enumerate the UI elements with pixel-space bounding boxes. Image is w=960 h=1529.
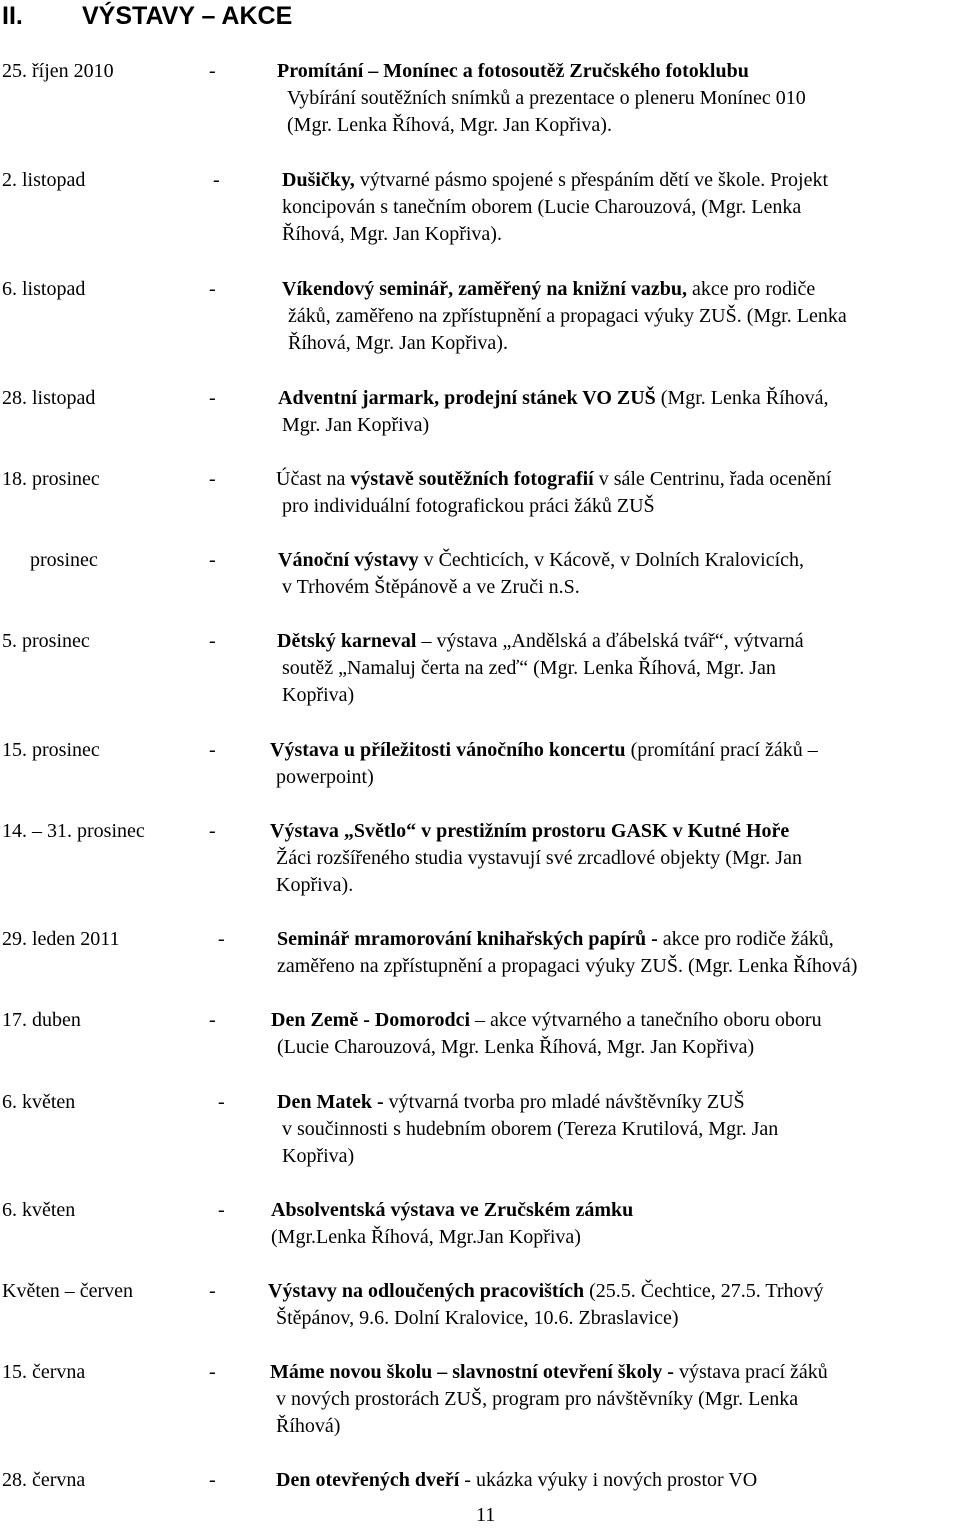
event-detail-text: Účast na: [276, 468, 351, 490]
event-detail-text: (Lucie Charouzová, Mgr. Lenka Říhová, Mgr. Jan Kopřiva): [277, 1036, 755, 1058]
event-description-line: [287, 85, 806, 112]
event-date: prosinec: [30, 549, 98, 571]
event-detail-text: (Mgr.Lenka Říhová, Mgr.Jan Kopřiva): [271, 1226, 581, 1248]
event-description-line: [277, 926, 834, 953]
event-description-line: [271, 1224, 581, 1251]
event-detail-text: Štěpánov, 9.6. Dolní Kralovice, 10.6. Zbraslavice): [276, 1307, 679, 1329]
event-dash: -: [209, 820, 216, 842]
event-date: 28. listopad: [2, 387, 96, 409]
event-title-text: Den otevřených dveří: [276, 1469, 460, 1491]
event-date: 18. prosinec: [2, 468, 100, 490]
event-dash: -: [209, 1280, 216, 1302]
event-detail-text: pro individuální fotografickou práci žáků ZUŠ: [282, 495, 655, 517]
event-description-line: [270, 818, 789, 845]
section-heading: [2, 0, 292, 34]
event-detail-text: Říhová, Mgr. Jan Kopřiva).: [282, 223, 502, 245]
event-title-text: Dětský karneval: [277, 630, 417, 652]
event-description-line: [276, 1413, 340, 1440]
event-detail-text: koncipován s tanečním oborem (Lucie Charouzová, (Mgr. Lenka: [282, 196, 802, 218]
event-date: 15. června: [2, 1361, 86, 1383]
event-dash: -: [209, 468, 216, 490]
event-description-line: [277, 1034, 754, 1061]
event-detail-text: v Trhovém Štěpánově a ve Zruči n.S.: [282, 576, 580, 598]
event-detail-text: v nových prostorách ZUŠ, program pro návštěvníky (Mgr. Lenka: [276, 1388, 799, 1410]
event-detail-text: Mgr. Jan Kopřiva): [282, 414, 430, 436]
event-title-text: výstavě soutěžních fotografií: [350, 468, 594, 490]
event-date: 17. duben: [2, 1009, 81, 1031]
event-description-line: [278, 385, 829, 412]
event-detail-text: – výstava „Andělská a ďábelská tvář“, výtvarná: [416, 630, 804, 652]
event-detail-text: v Čechticích, v Kácově, v Dolních Kralovicích,: [418, 549, 805, 571]
event-date: Květen – červen: [2, 1280, 134, 1302]
event-detail-text: žáků, zaměřeno na zpřístupnění a propagaci výuky ZUŠ. (Mgr. Lenka: [288, 305, 847, 327]
event-description-line: [277, 1089, 745, 1116]
event-description-line: [277, 58, 749, 85]
event-dash: -: [209, 1009, 216, 1031]
event-detail-text: powerpoint): [276, 766, 374, 788]
event-detail-text: výtvarná tvorba pro mladé návštěvníky ZUŠ: [383, 1091, 745, 1113]
event-dash: -: [213, 169, 220, 191]
event-description-line: [288, 303, 847, 330]
event-description-line: [282, 194, 801, 221]
event-dash: -: [209, 1469, 216, 1491]
event-description-line: [288, 330, 508, 357]
event-description-line: [271, 1197, 633, 1224]
event-detail-text: v součinnosti s hudebním oborem (Tereza Krutilová, Mgr. Jan: [282, 1118, 779, 1140]
event-detail-text: akce pro rodiče žáků,: [657, 928, 834, 950]
event-description-line: [282, 1143, 354, 1170]
event-detail-text: Kopřiva).: [276, 874, 354, 896]
event-description-line: [282, 574, 580, 601]
event-description-line: [276, 872, 353, 899]
event-description-line: [276, 845, 802, 872]
event-title-text: Víkendový seminář, zaměřený na knižní vazbu,: [282, 278, 688, 300]
event-description-line: [282, 412, 429, 439]
event-date: 6. květen: [2, 1091, 76, 1113]
event-title-text: Vánoční výstavy: [278, 549, 419, 571]
event-dash: -: [218, 1091, 225, 1113]
event-date: 6. květen: [2, 1199, 76, 1221]
event-detail-text: Kopřiva): [282, 1145, 355, 1167]
section-title: VÝSTAVY – AKCE: [82, 2, 293, 30]
event-dash: -: [209, 387, 216, 409]
event-date: 15. prosinec: [2, 739, 100, 761]
event-dash: -: [209, 549, 216, 571]
event-dash: -: [209, 278, 216, 300]
event-date: 28. června: [2, 1469, 86, 1491]
event-detail-text: výstava prací žáků: [673, 1361, 828, 1383]
event-description-line: [276, 764, 374, 791]
event-detail-text: Říhová): [276, 1415, 341, 1437]
event-detail-text: – akce výtvarného a tanečního oboru oboru: [470, 1009, 822, 1031]
event-description-line: [278, 547, 804, 574]
event-date: 2. listopad: [2, 169, 86, 191]
event-detail-text: (25.5. Čechtice, 27.5. Trhový: [584, 1280, 824, 1302]
event-dash: -: [218, 1199, 225, 1221]
event-detail-text: (promítání prací žáků –: [625, 739, 818, 761]
event-date: 29. leden 2011: [2, 928, 120, 950]
event-detail-text: - ukázka výuky i nových prostor VO: [459, 1469, 758, 1491]
event-dash: -: [209, 630, 216, 652]
event-date: 25. říjen 2010: [2, 60, 114, 82]
event-detail-text: Vybírání soutěžních snímků a prezentace o pleneru Monínec 010: [287, 87, 806, 109]
event-description-line: [270, 737, 818, 764]
event-dash: -: [209, 1361, 216, 1383]
event-detail-text: Kopřiva): [282, 684, 355, 706]
event-detail-text: výtvarné pásmo spojené s přespáním dětí ve škole. Projekt: [354, 169, 829, 191]
event-description-line: [276, 1467, 757, 1494]
event-date: 6. listopad: [2, 278, 86, 300]
page-number: 11: [476, 1504, 496, 1526]
event-description-line: [287, 112, 612, 139]
event-dash: -: [209, 60, 216, 82]
event-description-line: [282, 221, 502, 248]
event-title-text: Seminář mramorování knihařských papírů -: [277, 928, 658, 950]
event-title-text: Výstavy na odloučených pracovištích: [268, 1280, 585, 1302]
event-description-line: [282, 682, 354, 709]
event-description-line: [282, 276, 815, 303]
event-date: 5. prosinec: [2, 630, 90, 652]
event-description-line: [282, 167, 828, 194]
event-detail-text: Říhová, Mgr. Jan Kopřiva).: [288, 332, 508, 354]
event-title-text: Den Matek -: [277, 1091, 384, 1113]
event-description-line: [282, 655, 776, 682]
event-title-text: Výstava u příležitosti vánočního koncertu: [270, 739, 626, 761]
event-description-line: [282, 1116, 778, 1143]
event-dash: -: [209, 739, 216, 761]
event-title-text: Dušičky,: [282, 169, 355, 191]
event-description-line: [268, 1278, 824, 1305]
event-detail-text: v sále Centrinu, řada ocenění: [593, 468, 832, 490]
event-detail-text: Žáci rozšířeného studia vystavují své zrcadlové objekty (Mgr. Jan: [276, 847, 802, 869]
event-description-line: [276, 466, 831, 493]
event-detail-text: (Mgr. Lenka Říhová,: [655, 387, 829, 409]
event-title-text: Adventní jarmark, prodejní stánek VO ZUŠ: [278, 387, 656, 409]
event-title-text: Promítání – Monínec a fotosoutěž Zručského fotoklubu: [277, 60, 749, 82]
event-description-line: [276, 1305, 678, 1332]
event-title-text: Absolventská výstava ve Zručském zámku: [271, 1199, 634, 1221]
event-description-line: [277, 628, 804, 655]
event-description-line: [277, 953, 857, 980]
event-detail-text: zaměřeno na zpřístupnění a propagaci výuky ZUŠ. (Mgr. Lenka Říhová): [277, 955, 858, 977]
event-title-text: Den Země - Domorodci: [271, 1009, 471, 1031]
event-date: 14. – 31. prosinec: [2, 820, 145, 842]
section-number: II.: [2, 2, 23, 30]
event-title-text: Výstava „Světlo“ v prestižním prostoru GASK v Kutné Hoře: [270, 820, 790, 842]
event-description-line: [270, 1359, 828, 1386]
event-dash: -: [218, 928, 225, 950]
event-detail-text: soutěž „Namaluj čerta na zeď“ (Mgr. Lenka Říhová, Mgr. Jan: [282, 657, 776, 679]
event-detail-text: (Mgr. Lenka Říhová, Mgr. Jan Kopřiva).: [287, 114, 612, 136]
event-detail-text: akce pro rodiče: [687, 278, 816, 300]
event-title-text: Máme novou školu – slavnostní otevření školy -: [270, 1361, 674, 1383]
event-description-line: [276, 1386, 798, 1413]
event-description-line: [282, 493, 655, 520]
event-description-line: [271, 1007, 822, 1034]
